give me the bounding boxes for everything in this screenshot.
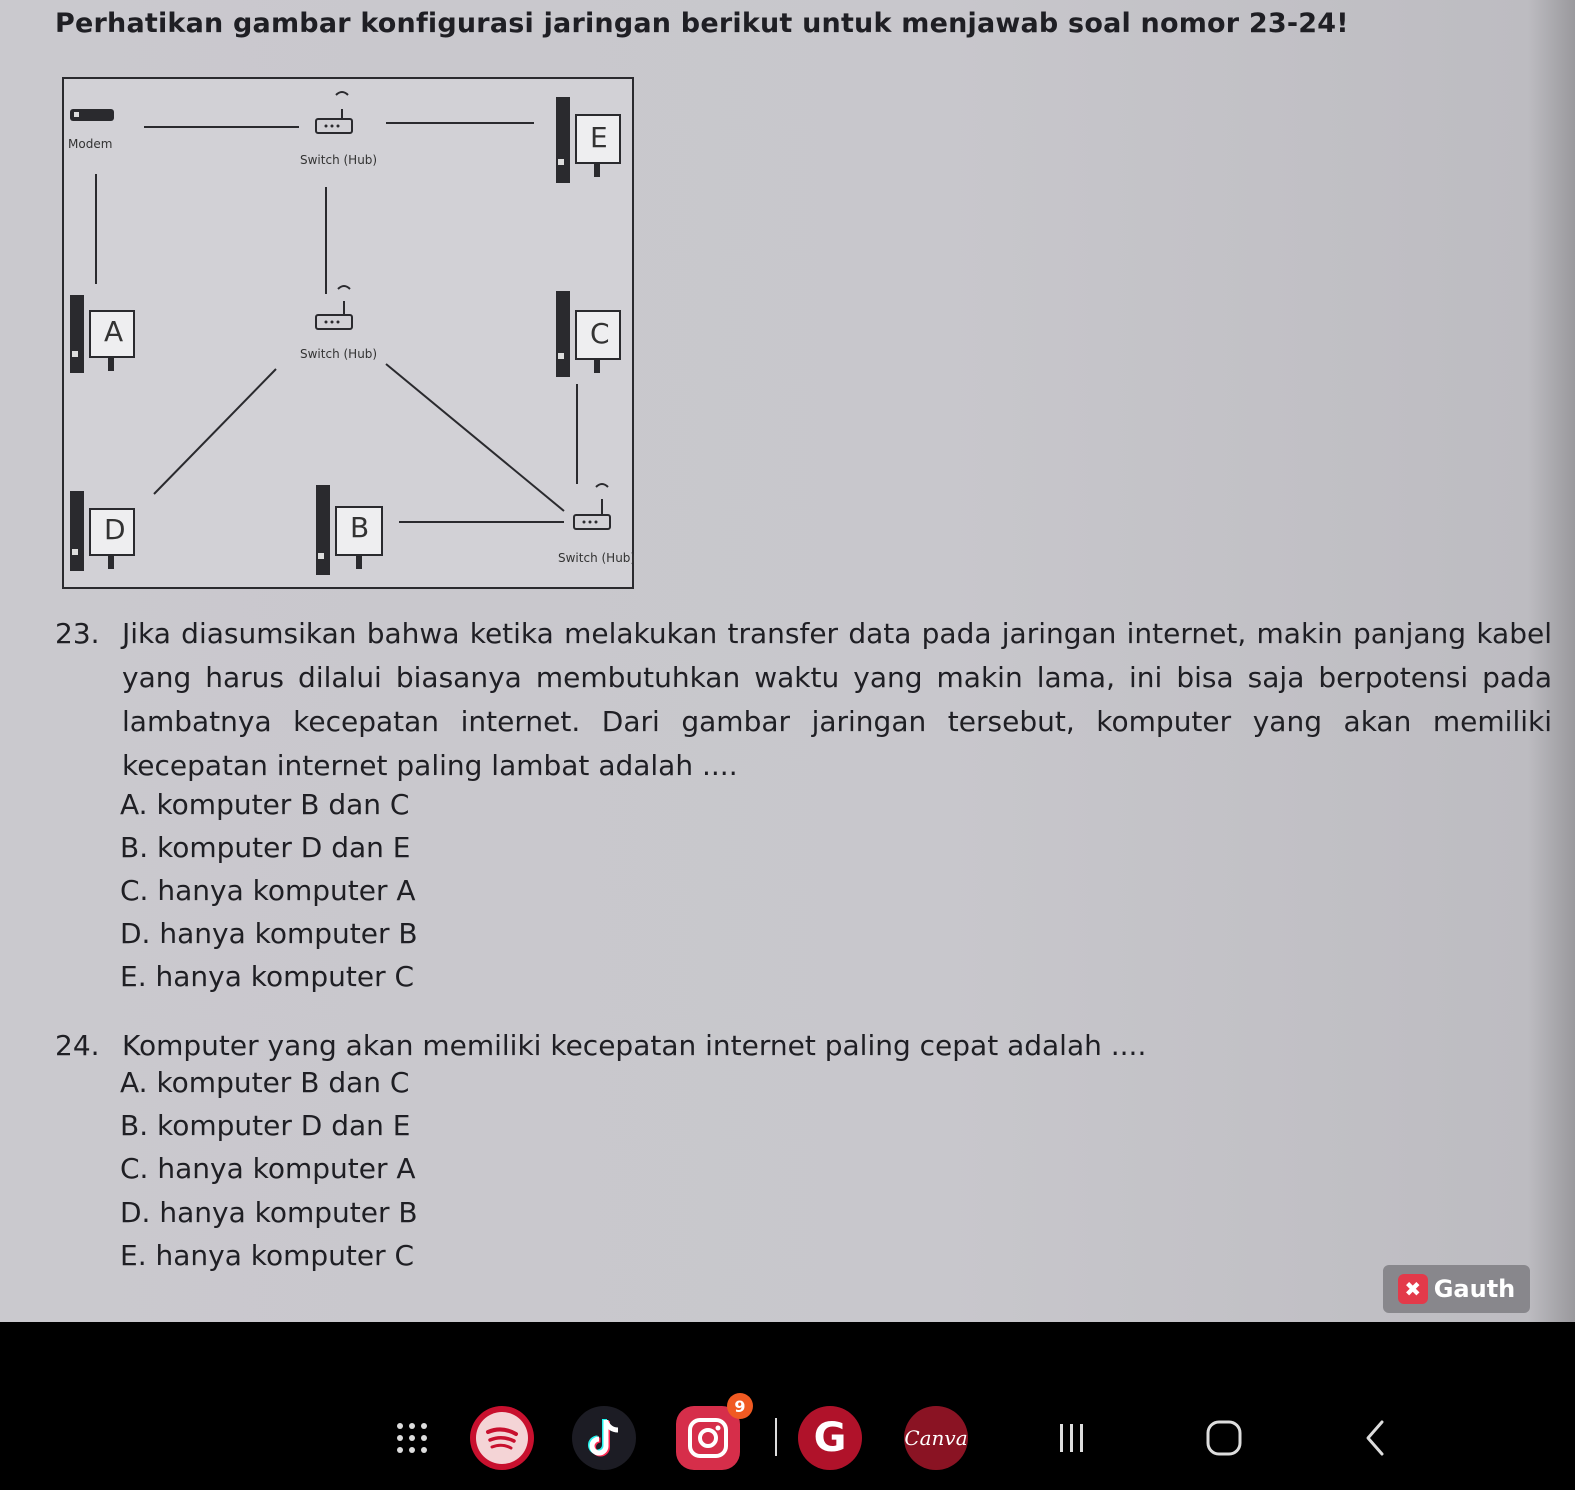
switch-mid-label: Switch (Hub) [300, 347, 378, 361]
q23-option-c: C. hanya komputer A [120, 874, 416, 907]
question-23-text: Jika diasumsikan bahwa ketika melakukan transfer data pada jaringan internet, makin panjang kabel yang harus dilalui biasanya membutuhkan waktu yang makin lama, ini bisa saja berpotensi pada lambatnya kecepatan internet. Dari gambar jaringan tersebut, komputer yang akan memiliki kecepatan internet paling lambat adalah .... [122, 617, 1552, 782]
computer-d-label: D [104, 513, 126, 546]
tiktok-icon[interactable] [572, 1406, 636, 1470]
question-24-text: Komputer yang akan memiliki kecepatan internet paling cepat adalah .... [122, 1029, 1147, 1062]
q23-option-d: D. hanya komputer B [120, 917, 418, 950]
spotify-icon[interactable] [470, 1406, 534, 1470]
computer-b-label: B [350, 511, 370, 544]
taskbar-divider [775, 1418, 777, 1456]
switch-bottom-icon [574, 484, 610, 529]
app-drawer-icon[interactable] [380, 1406, 444, 1470]
canva-icon[interactable] [904, 1406, 968, 1470]
canva-label: Canva [904, 1426, 968, 1450]
navigation-bar [0, 1322, 1575, 1490]
q24-option-b: B. komputer D dan E [120, 1109, 411, 1142]
gauth-label: Gauth [1433, 1275, 1516, 1303]
cable-switch-d [154, 369, 276, 494]
q24-option-e: E. hanya komputer C [120, 1239, 415, 1272]
gauth-logo-icon: ✖ [1398, 1274, 1428, 1304]
google-icon[interactable] [798, 1406, 862, 1470]
switch-bottom-label: Switch (Hub) [558, 551, 636, 565]
q24-option-c: C. hanya komputer A [120, 1152, 416, 1185]
modem-icon [70, 109, 114, 121]
computer-a-icon [70, 295, 134, 373]
question-23-number: 23. [55, 617, 100, 650]
home-button[interactable] [1192, 1406, 1256, 1470]
computer-c-icon [556, 291, 620, 377]
network-diagram [62, 77, 634, 589]
cable-switch-bottom-switch [386, 364, 564, 511]
q23-option-b: B. komputer D dan E [120, 831, 411, 864]
switch-top-label: Switch (Hub) [300, 153, 378, 167]
gauth-button[interactable] [1383, 1265, 1530, 1313]
computer-e-icon [556, 97, 620, 183]
recent-apps-button[interactable] [1040, 1406, 1104, 1470]
back-button[interactable] [1344, 1406, 1408, 1470]
question-24-number: 24. [55, 1029, 100, 1062]
page-heading: Perhatikan gambar konfigurasi jaringan berikut untuk menjawab soal nomor 23-24! [55, 8, 1349, 39]
modem-label: Modem [68, 137, 113, 151]
computer-b-icon [316, 485, 382, 575]
computer-a-label: A [104, 315, 124, 348]
switch-top-icon [316, 92, 352, 133]
instagram-notification-badge: 9 [727, 1393, 753, 1419]
q23-option-e: E. hanya komputer C [120, 960, 415, 993]
q24-option-a: A. komputer B dan C [120, 1066, 410, 1099]
computer-c-label: C [590, 317, 610, 350]
computer-e-label: E [590, 121, 608, 154]
switch-mid-icon [316, 286, 352, 329]
google-label: G [813, 1415, 847, 1461]
q24-option-d: D. hanya komputer B [120, 1196, 418, 1229]
q23-option-a: A. komputer B dan C [120, 788, 410, 821]
